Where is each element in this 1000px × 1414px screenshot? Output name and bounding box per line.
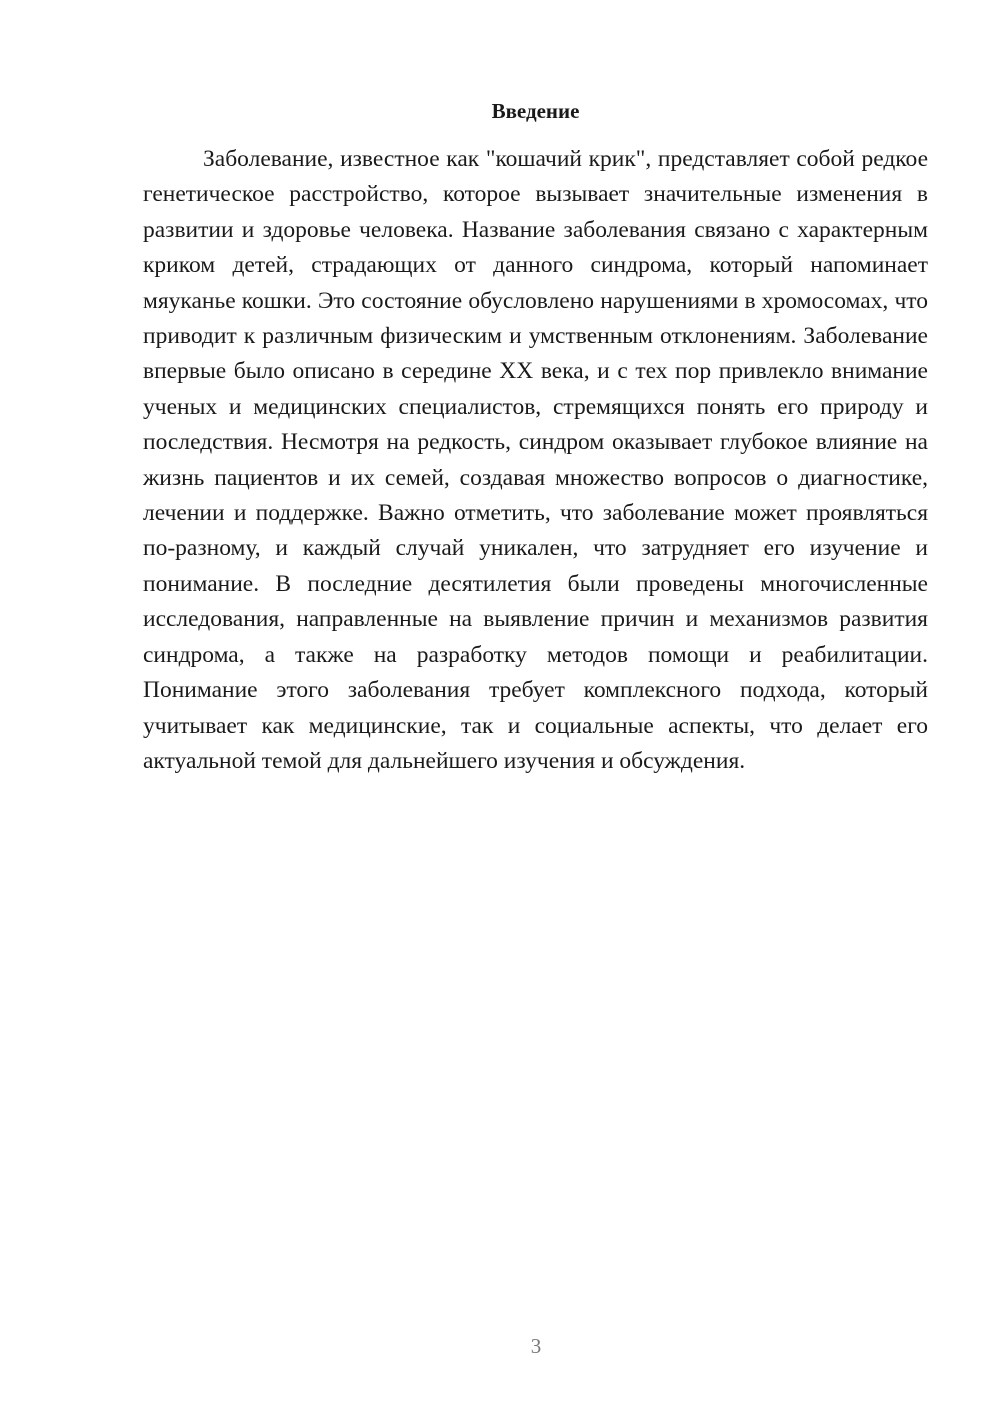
section-heading: Введение [491,99,580,123]
page-number: 3 [530,1334,542,1358]
body-paragraph: Заболевание, известное как "кошачий крик", представляет собой редкое генетическое расстройство, которое вызывает значительные изменения в развитии и здоровье человека. Название заболевания связано с характерным криком детей, страдающих от данного синдрома, который напоминает мяуканье кошки. Это состояние обусловлено нарушениями в хромосомах, что приводит к различным физическим и умственным отклонениям. Заболевание впервые было описано в середине XX века, и с тех пор привлекло внимание ученых и медицинских специалистов, стремящихся понять его природу и последствия. Несмотря на редкость, синдром оказывает глубокое влияние на жизнь пациентов и их семей, создавая множество вопросов о диагностике, лечении и поддержке. Важно отметить, что заболевание может проявляться по-разному, и каждый случай уникален, что затрудняет его изучение и понимание. В последние десятилетия были проведены многочисленные исследования, направленные на выявление причин и механизмов развития синдрома, а также на разработку методов помощи и реабилитации. Понимание этого заболевания требует комплексного подхода, который учитывает как медицинские, так и социальные аспекты, что делает его актуальной темой для дальнейшего изучения и обсуждения. [143,146,928,774]
